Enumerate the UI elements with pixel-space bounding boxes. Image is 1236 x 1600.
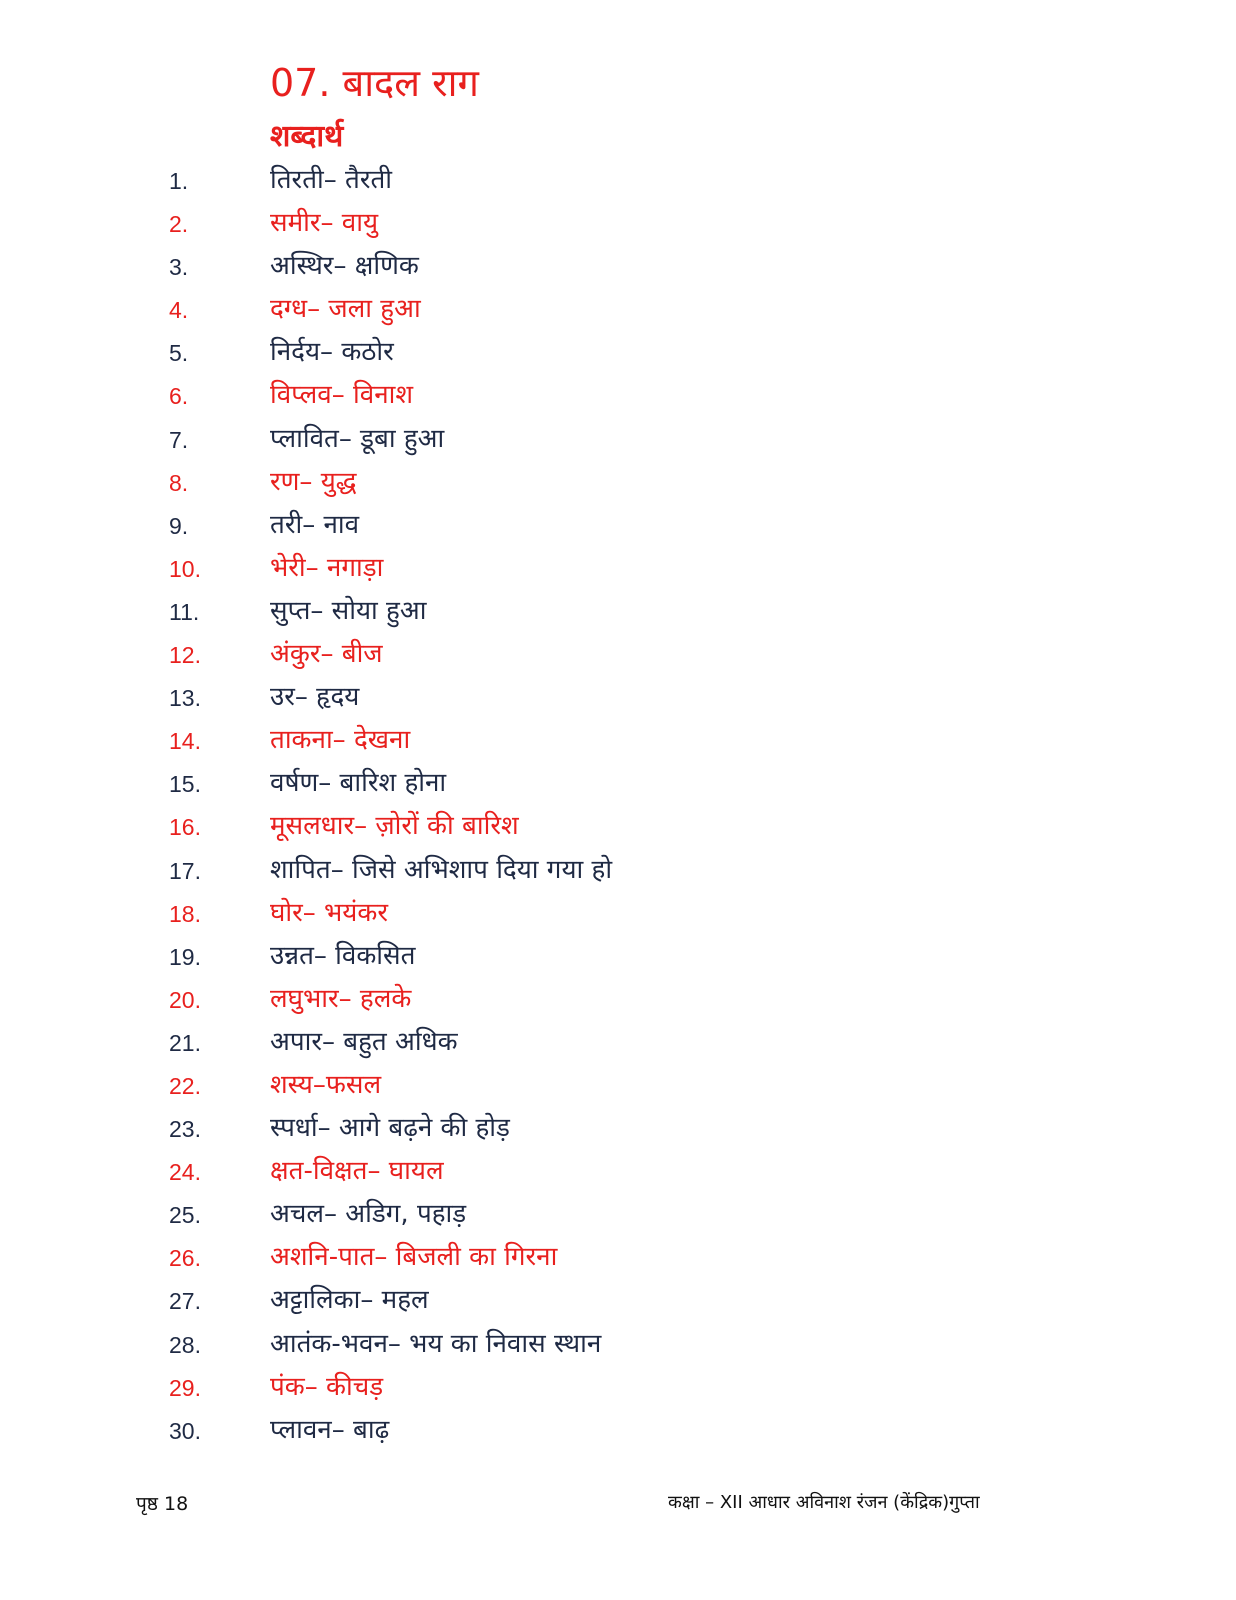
item-number: 23.: [169, 1116, 201, 1143]
item-number: 15.: [169, 771, 201, 798]
word-meaning: ताकना– देखना: [270, 725, 411, 756]
item-number: 21.: [169, 1029, 201, 1056]
item-number: 27.: [169, 1288, 201, 1315]
word-meaning: आतंक-भवन– भय का निवास स्थान: [270, 1328, 602, 1359]
item-number: 12.: [169, 642, 201, 669]
list-item: [0, 675, 1236, 718]
item-number: 8.: [169, 469, 189, 496]
item-number: 2.: [169, 211, 189, 238]
word-meaning: अंकुर– बीज: [270, 639, 383, 670]
item-number: 22.: [169, 1072, 201, 1099]
word-meaning: लघुभार– हलके: [270, 983, 412, 1014]
word-meaning: उर– हृदय: [270, 682, 360, 713]
item-number: 29.: [169, 1374, 201, 1401]
word-meaning: स्पर्धा– आगे बढ़ने की होड़: [270, 1113, 510, 1144]
list-item: [0, 1149, 1236, 1192]
item-number: 17.: [169, 857, 201, 884]
word-meaning: पंक– कीचड़: [270, 1371, 384, 1402]
item-number: 28.: [169, 1331, 201, 1358]
item-number: 14.: [169, 728, 201, 755]
list-item: [0, 1278, 1236, 1321]
list-item: [0, 1020, 1236, 1063]
item-number: 10.: [169, 555, 201, 582]
list-item: [0, 718, 1236, 761]
word-meaning: अपार– बहुत अधिक: [270, 1026, 458, 1057]
item-number: 1.: [169, 168, 189, 194]
word-meaning: मूसलधार– ज़ोरों की बारिश: [270, 811, 519, 842]
item-number: 11.: [169, 598, 200, 625]
list-item: [0, 934, 1236, 977]
word-meaning: घोर– भयंकर: [270, 897, 388, 928]
list-item: [0, 546, 1236, 589]
list-item: [0, 1408, 1236, 1451]
list-item: [0, 761, 1236, 804]
list-item: [0, 1106, 1236, 1149]
item-number: 3.: [169, 254, 189, 281]
word-meaning: अशनि-पात– बिजली का गिरना: [270, 1242, 558, 1273]
item-number: 26.: [169, 1245, 201, 1272]
item-number: 24.: [169, 1159, 201, 1186]
word-meaning: दग्ध– जला हुआ: [270, 294, 421, 325]
list-item: [0, 201, 1236, 244]
item-number: 16.: [169, 814, 201, 841]
word-meaning: विप्लव– विनाश: [270, 380, 414, 411]
word-meaning: वर्षण– बारिश होना: [270, 768, 447, 799]
word-meaning: भेरी– नगाड़ा: [270, 552, 384, 583]
list-item: [0, 330, 1236, 373]
list-item: [0, 1192, 1236, 1235]
list-item: [0, 804, 1236, 847]
list-item: [0, 417, 1236, 460]
item-number: 19.: [169, 943, 201, 970]
glossary-list: [0, 158, 1236, 1451]
list-item: [0, 891, 1236, 934]
list-item: [0, 977, 1236, 1020]
word-meaning: अट्टालिका– महल: [270, 1285, 429, 1316]
word-meaning: अचल– अडिग, पहाड़: [270, 1199, 467, 1230]
list-item: [0, 1322, 1236, 1365]
item-number: 13.: [169, 685, 201, 712]
word-meaning: अस्थिर– क्षणिक: [270, 251, 419, 282]
list-item: [0, 589, 1236, 632]
item-number: 6.: [169, 383, 189, 410]
list-item: [0, 632, 1236, 675]
word-meaning: उन्नत– विकसित: [270, 940, 416, 971]
word-meaning: समीर– वायु: [270, 208, 379, 239]
page-title: 07. बादल राग: [270, 61, 479, 105]
item-number: 5.: [169, 340, 189, 367]
section-heading: शब्दार्थ: [270, 119, 344, 154]
list-item: [0, 287, 1236, 330]
list-item: [0, 1365, 1236, 1408]
word-meaning: निर्दय– कठोर: [270, 337, 394, 368]
item-number: 9.: [169, 512, 189, 539]
list-item: [0, 158, 1236, 201]
word-meaning: शापित– जिसे अभिशाप दिया गया हो: [270, 854, 613, 885]
list-item: [0, 848, 1236, 891]
list-item: [0, 244, 1236, 287]
page-number: पृष्ठ 18: [136, 1493, 189, 1515]
item-number: 4.: [169, 297, 189, 324]
word-meaning: तरी– नाव: [270, 509, 360, 540]
item-number: 25.: [169, 1202, 201, 1229]
footer-credit: कक्षा – XII आधार अविनाश रंजन (केंद्रिक)गुप्ता: [668, 1492, 980, 1513]
word-meaning: प्लावन– बाढ़: [270, 1414, 390, 1445]
item-number: 30.: [169, 1417, 201, 1444]
list-item: [0, 460, 1236, 503]
list-item: [0, 1235, 1236, 1278]
word-meaning: तिरती– तैरती: [270, 165, 393, 195]
item-number: 18.: [169, 900, 201, 927]
list-item: [0, 373, 1236, 416]
item-number: 20.: [169, 986, 201, 1013]
word-meaning: सुप्त– सोया हुआ: [270, 595, 427, 626]
word-meaning: क्षत-विक्षत– घायल: [270, 1156, 444, 1187]
item-number: 7.: [169, 426, 189, 453]
list-item: [0, 503, 1236, 546]
word-meaning: शस्य–फसल: [270, 1069, 382, 1100]
word-meaning: प्लावित– डूबा हुआ: [270, 423, 445, 454]
list-item: [0, 1063, 1236, 1106]
word-meaning: रण– युद्ध: [270, 466, 357, 497]
